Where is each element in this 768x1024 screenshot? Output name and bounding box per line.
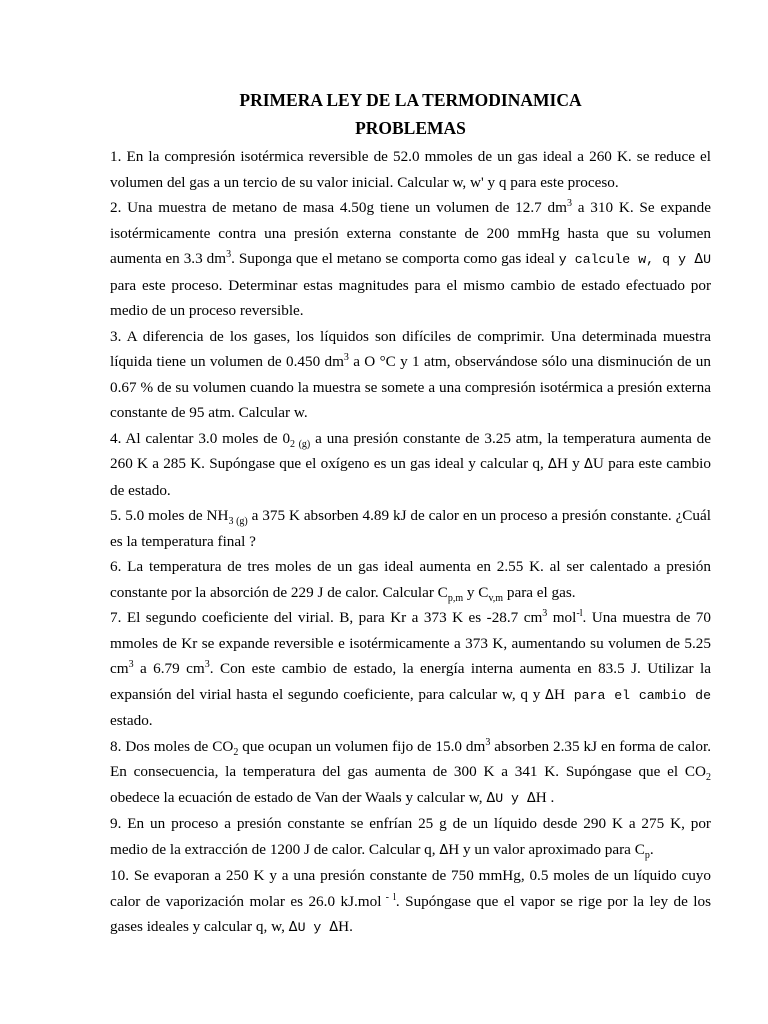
delta-symbol: Δ [329,920,339,935]
problem-10 [110,863,711,941]
problem-6 [110,554,711,605]
delta-symbol: Δ [526,790,536,806]
problem-7-text-c: . Una muestra de 70 mmoles de Kr se expande reversible e isotérmicamente a 373 K, aumentando su volumen de 5.25 cm [110,609,711,677]
document-title: PRIMERA LEY DE LA TERMODINAMICA [239,90,582,110]
superscript: 3 [204,658,210,670]
problem-9-text-b: H y un valor aproximado para C [448,840,645,858]
problem-3 [110,324,711,426]
problem-8-text-c: absorben 2.35 kJ en forma de calor. En consecuencia, la temperatura del gas aumenta de 300 K a 341 K. Supóngase que el CO [110,737,711,780]
subscript: v,m [488,592,504,604]
problem-9 [110,811,711,863]
document-subtitle: PROBLEMAS [355,118,466,138]
problem-9-text-a: 9. En un proceso a presión constante se enfrían 25 g de un líquido desde 290 K a 275 K, por medio de la extracción de 1200 J de calor. Calcular q, [110,815,711,858]
problem-7 [110,605,711,734]
superscript: -l [576,607,583,619]
subscript: 2 (g) [290,438,311,450]
subscript: 2 [233,746,239,758]
problem-7-text-f: H [553,685,565,703]
problem-5-text-b: a 375 K absorben 4.89 kJ de calor en un proceso a presión constante. ¿Cuál es la temperatura final ? [110,507,711,550]
problem-9-text-c: . [649,840,654,858]
problem-8-text-e: U y [495,790,527,806]
problem-2-text-a: 2. Una muestra de metano de masa 4.50g tiene un volumen de 12.7 dm [110,199,567,216]
superscript: 3 [485,736,491,748]
problem-1-text: 1. En la compresión isotérmica reversible de 52.0 mmoles de un gas ideal a 260 K. se reduce el volumen del gas a un tercio de su valor inicial. Calcular w, w' y q para este proceso. [110,148,711,191]
problem-4-text-d: U para este cambio de estado. [110,455,711,499]
superscript: 3 [566,197,572,209]
problem-2-text-b: a 310 K. Se expande isotérmicamente contra una presión externa constante de 200 mmHg hasta que su volumen aumenta en 3.3 dm [110,199,711,267]
problem-7-text-d: a 6.79 cm [133,660,205,677]
problem-6-text-b: y C [463,583,489,601]
problem-1 [110,144,711,195]
problem-4-text-a: 4. Al calentar 3.0 moles de 0 [110,429,291,447]
problem-7-text-b: mol [547,609,577,626]
subscript: p [644,849,650,861]
problem-7-text-g: para el cambio de [564,687,711,703]
problem-7-text-e: . Con este cambio de estado, la energía interna aumenta en 83.5 J. Utilizar la expansión del virial hasta el segundo coeficiente, para calcular w, q y [110,660,711,703]
problem-10-text-d: H. [338,918,353,935]
problem-2-text-f: para este proceso. Determinar estas magnitudes para el mismo cambio de estado efectuado por medio de un proceso reversible. [110,276,711,319]
subscript: 2 [706,772,711,784]
delta-symbol: Δ [439,842,449,858]
problem-3-text-b: a O °C y 1 atm, observándose sólo una disminución de un 0.67 % de su volumen cuando la muestra se somete a una compresión isotérmica a presión externa constante de 95 atm. Calcular w. [110,353,711,421]
problem-8-text-d: obedece la ecuación de estado de Van der Waals y calcular w, [110,788,487,806]
problem-4-text-c: H y [556,455,584,472]
problem-10-text-a: 10. Se evaporan a 250 K y a una presión constante de 750 mmHg, 0.5 moles de un líquido cuyo calor de vaporización molar es 26.0 kJ.mol [110,867,711,910]
problem-2-text-c: . Suponga que el metano se comporta como gas ideal [231,250,559,267]
document-page [110,86,711,941]
delta-symbol: Δ [288,920,298,935]
problem-4-text-b: a una presión constante de 3.25 atm, la temperatura aumenta de 260 K a 285 K. Supóngase que el oxígeno es un gas ideal y calcular q, [110,429,711,472]
problem-3-text-a: 3. A diferencia de los gases, los líquidos son difíciles de comprimir. Una determinada muestra líquida tiene un volumen de 0.450 dm [110,327,711,370]
delta-symbol: Δ [694,252,704,267]
problem-6-text-a: 6. La temperatura de tres moles de un gas ideal aumenta en 2.55 K. al ser calentado a presión constante por la absorción de 229 J de calor. Calcular C [110,558,711,601]
superscript: - l [381,891,396,903]
delta-symbol: Δ [583,457,593,472]
delta-symbol: Δ [545,687,554,703]
problem-7-text-a: 7. El segundo coeficiente del virial. B, para Kr a 373 K es -28.7 cm [110,609,543,626]
problem-5 [110,503,711,554]
problem-2 [110,195,711,324]
superscript: 3 [128,658,134,670]
problem-2-text-d: y calcule w, q y [558,252,695,267]
problem-10-text-c: U y [297,920,330,935]
delta-symbol: Δ [548,457,557,472]
problem-10-text-b: . Supóngase que el vapor se rige por la ley de los gases ideales y calcular q, w, [110,892,712,935]
problem-7-text-h: estado. [110,712,153,729]
problem-2-text-e: U [703,252,712,267]
delta-symbol: Δ [486,790,496,806]
problem-6-text-c: para el gas. [503,583,576,601]
superscript: 3 [542,607,548,619]
subscript: p,m [447,592,464,604]
problem-8-text-f: H . [535,788,555,806]
problem-8 [110,734,711,812]
problem-8-text-a: 8. Dos moles de CO [110,737,234,755]
superscript: 3 [343,351,349,363]
problem-8-text-b: que ocupan un volumen fijo de 15.0 dm [238,737,486,755]
problem-4 [110,426,711,504]
superscript: 3 [226,248,232,260]
subscript: 3 (g) [228,516,248,528]
problem-list [110,144,711,941]
problem-5-text-a: 5. 5.0 moles de NH [110,507,229,524]
